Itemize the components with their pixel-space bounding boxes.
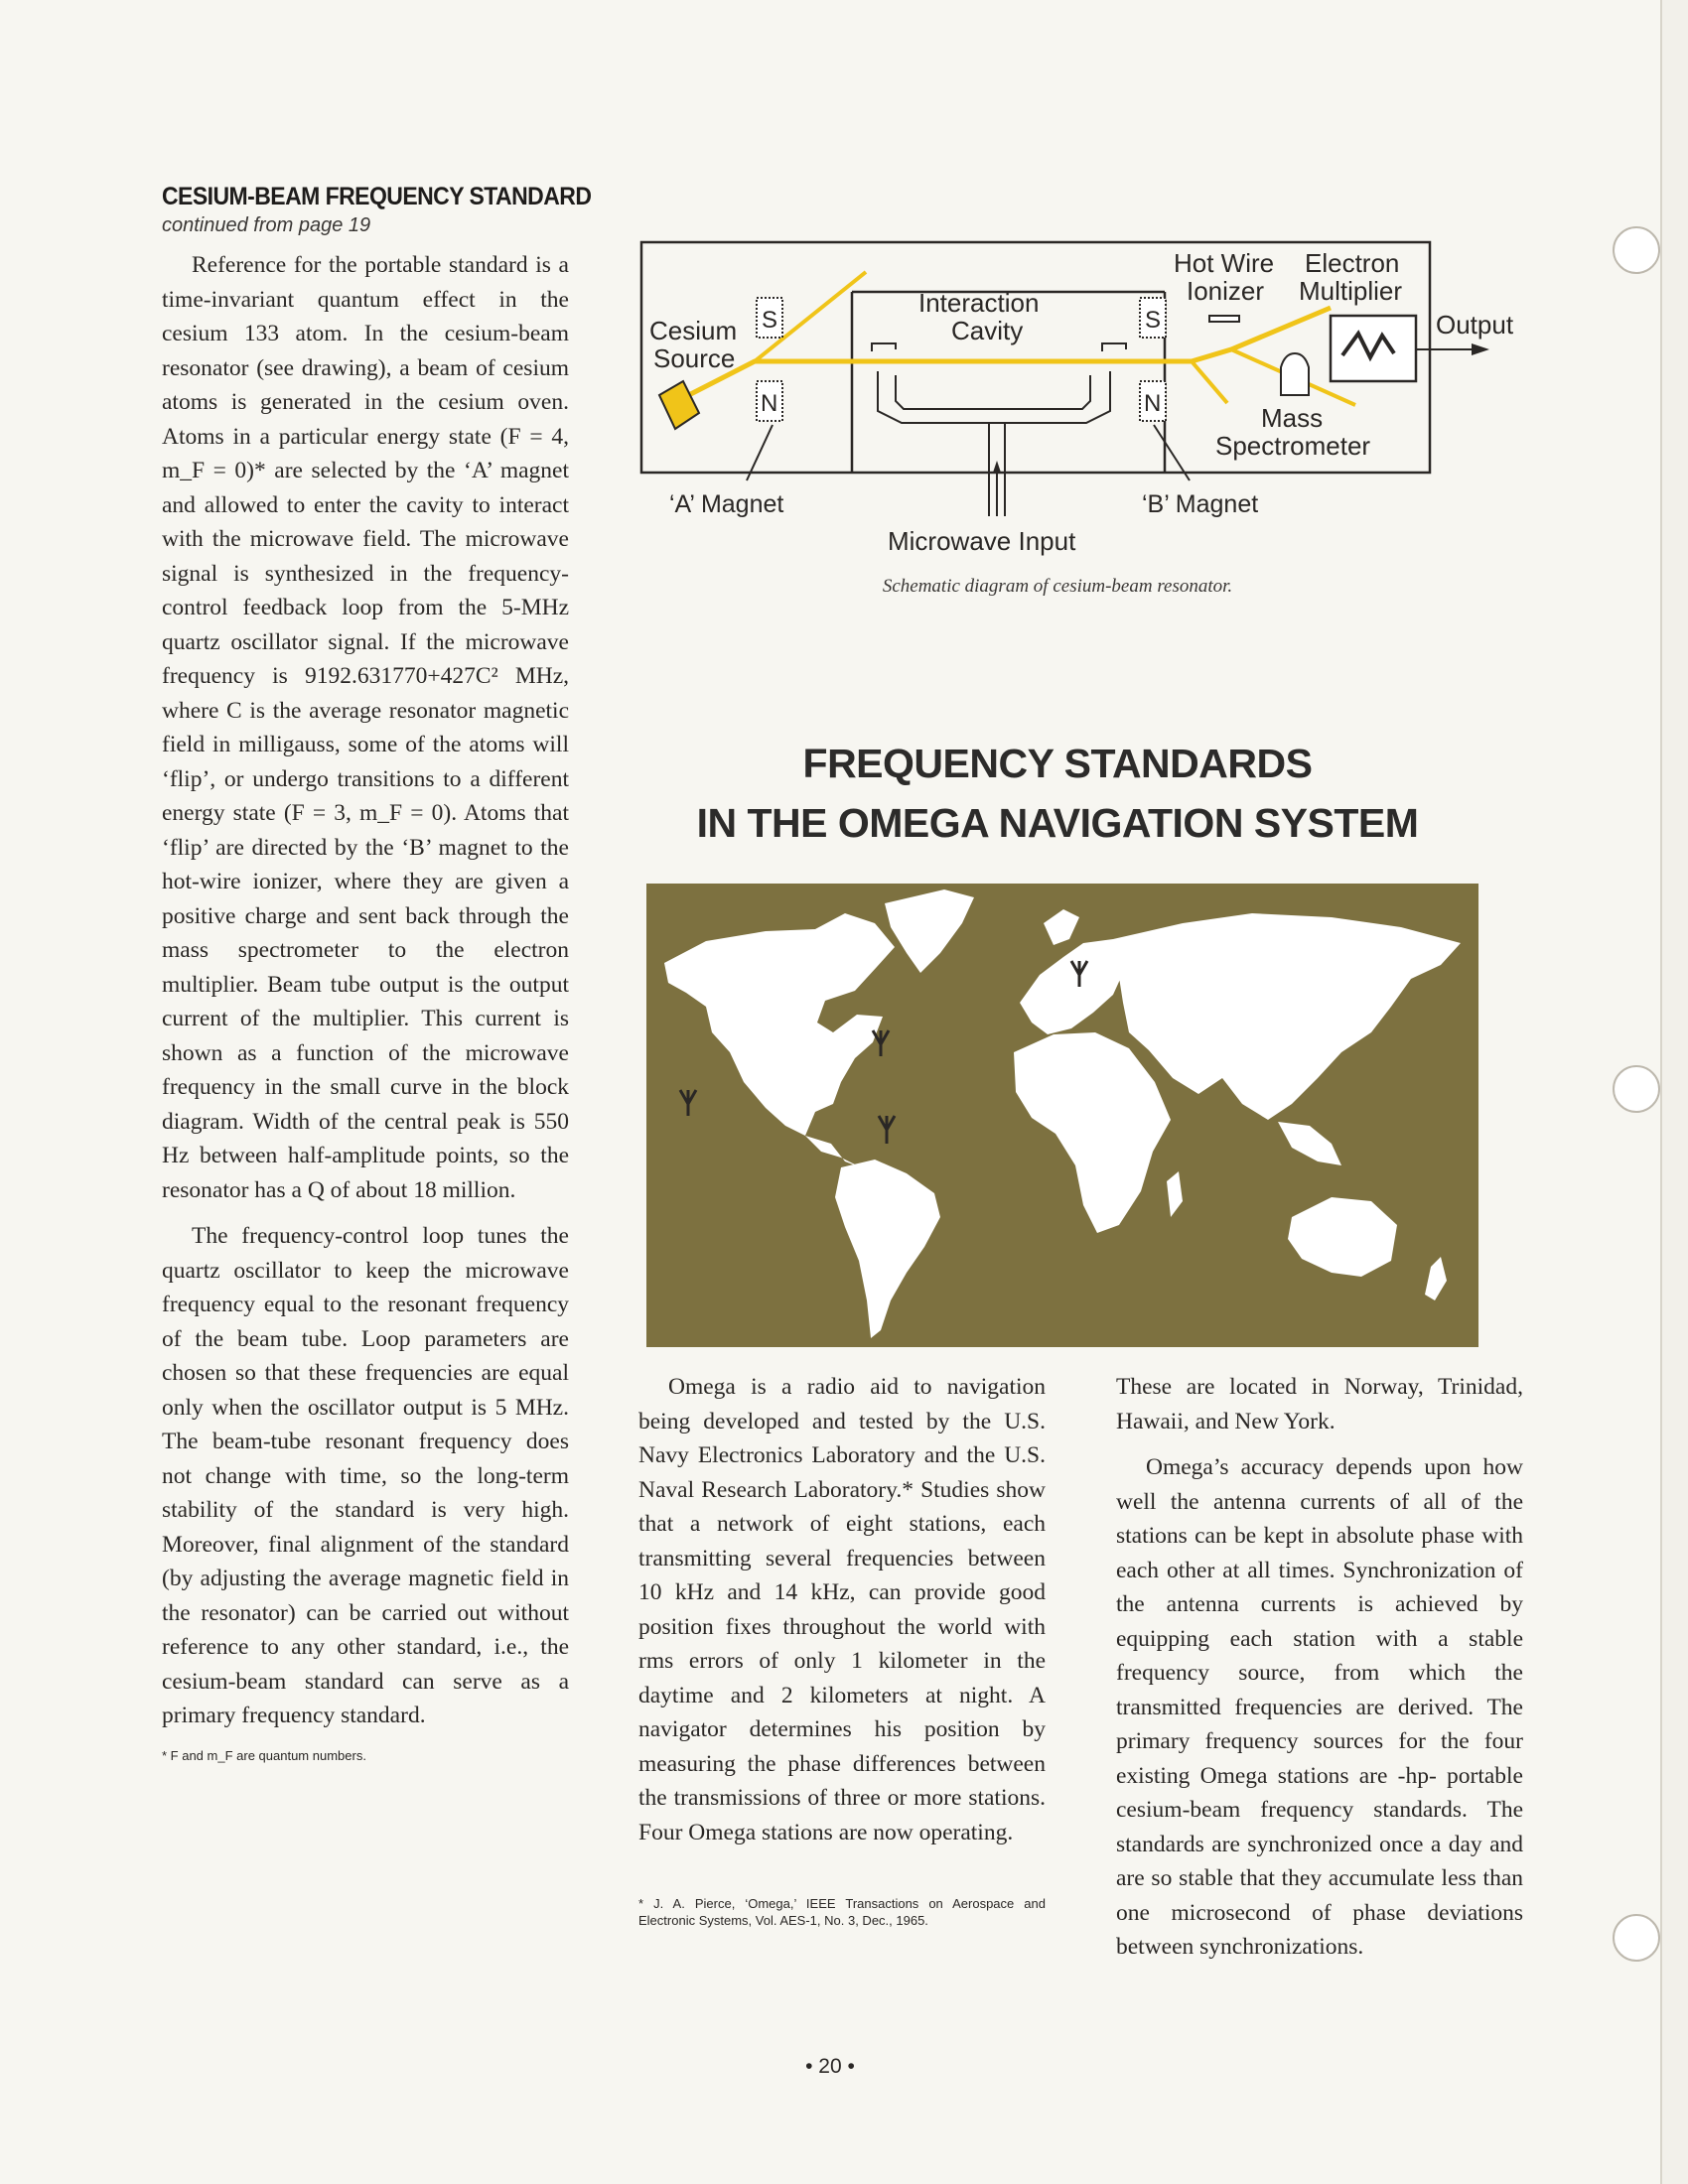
right-column: [1116, 1370, 1523, 1965]
cesium-source-block: [659, 381, 699, 429]
paragraph: These are located in Norway, Trinidad, Hawaii, and New York.: [1116, 1374, 1523, 1434]
mass-spectrometer-label: Mass: [1261, 403, 1324, 433]
paragraph: Reference for the portable standard is a time-invariant quantum effect in the cesium 133 atom. In the cesium-beam resonator (see drawing), a beam of cesium atoms is generated in the cesium oven. Atoms in a particular energy state (F = 4, m_F = 0)* are selected by the ‘A’ magnet and allowed to enter the cavity to interact with the microwave field. The microwave signal is synthesized in the frequency-control feedback loop from the 5-MHz quartz oscillator signal. If the microwave frequency is 9192.631770+427C² MHz, where C is the average resonator magnetic field in milligauss, some of the atoms will ‘flip’, or undergo transitions to a different energy state (F = 3, m_F = 0). Atoms that ‘flip’ are directed by the ‘B’ magnet to the hot-wire ionizer, where they are given a positive charge and sent back through the mass spectrometer to the electron multiplier. Beam tube output is the output current of the multiplier. This current is shown as a function of the microwave frequency in the small curve in the block diagram. Width of the central peak is 550 Hz between half-amplitude points, so the resonator has a Q of about 18 million.: [162, 252, 569, 1203]
cesium-source-label: Source: [653, 343, 736, 373]
ionizer-label: Hot Wire: [1174, 248, 1275, 278]
magnet-pole-label: N: [1144, 390, 1162, 417]
world-map: [646, 884, 1478, 1347]
footnote: * F and m_F are quantum numbers.: [162, 1747, 366, 1763]
magnet-pole-label: N: [761, 390, 778, 417]
multiplier-label: Multiplier: [1299, 276, 1403, 306]
ionizer-label: Ionizer: [1187, 276, 1265, 306]
paragraph: Omega is a radio aid to navigation being developed and tested by the U.S. Navy Electronics Laboratory and the U.S. Naval Research Laboratory.* Studies show that a network of eight stations, each transmitting several frequencies between 10 kHz and 14 kHz, can provide good position fixes throughout the world with rms errors of only 1 kilometer in the daytime and 2 kilometers at night. A navigator determines his position by measuring the phase differences between the transmissions of three or more stations. Four Omega stations are now operating.: [638, 1374, 1046, 1845]
mass-spectrometer: [1281, 353, 1309, 395]
middle-column: [638, 1370, 1046, 1929]
left-column: [162, 248, 569, 1764]
b-magnet-label: ‘B’ Magnet: [1142, 490, 1259, 518]
cesium-source-label: Cesium: [649, 316, 738, 345]
magnet-pole-label: S: [762, 307, 778, 334]
binder-hole: [1613, 1065, 1660, 1113]
cavity-label: Interaction: [918, 288, 1040, 318]
diagram-caption: Schematic diagram of cesium-beam resonator.: [882, 576, 1233, 597]
headline: IN THE OMEGA NAVIGATION SYSTEM: [696, 800, 1419, 846]
binder-hole: [1613, 1914, 1660, 1962]
section-title: CESIUM-BEAM FREQUENCY STANDARD: [162, 183, 592, 210]
binder-hole: [1613, 226, 1660, 274]
resonator-diagram: [635, 236, 1529, 564]
cavity-label: Cavity: [951, 316, 1024, 345]
hot-wire-ionizer: [1209, 316, 1239, 322]
magnet-pole-label: S: [1145, 307, 1162, 334]
headline: FREQUENCY STANDARDS: [802, 741, 1313, 786]
section-subtitle: continued from page 19: [162, 214, 371, 236]
microwave-input-label: Microwave Input: [888, 526, 1076, 556]
mass-spectrometer-label: Spectrometer: [1215, 431, 1371, 461]
multiplier-label: Electron: [1305, 248, 1400, 278]
footnote: * J. A. Pierce, ‘Omega,’ IEEE Transactions on Aerospace and Electronic Systems, Vol. AES-1, No. 3, Dec., 1965.: [638, 1896, 1046, 1928]
paragraph: The frequency-control loop tunes the quartz oscillator to keep the microwave frequency equal to the resonant frequency of the beam tube. Loop parameters are chosen so that these frequencies are equal only when the oscillator output is 5 MHz. The beam-tube resonant frequency does not change with time, so the long-term stability of the standard is very high. Moreover, final alignment of the standard (by adjusting the average magnetic field in the resonator) can be carried out without reference to any other standard, i.e., the cesium-beam standard can serve as a primary frequency standard.: [162, 1223, 569, 1728]
paragraph: Omega’s accuracy depends upon how well the antenna currents of all of the stations can be kept in absolute phase with each other at all times. Synchronization of the antenna currents is achieved by equipping each station with a stable frequency source, from which the transmitted frequencies are derived. The primary frequency sources for the four existing Omega stations are -hp- portable cesium-beam frequency standards. The standards are synchronized once a day and are so stable that they accumulate less than one microsecond of phase deviations between synchronizations.: [1116, 1454, 1523, 1960]
page-number: • 20 •: [805, 2055, 855, 2078]
a-magnet-label: ‘A’ Magnet: [669, 490, 784, 518]
output-label: Output: [1436, 310, 1514, 340]
